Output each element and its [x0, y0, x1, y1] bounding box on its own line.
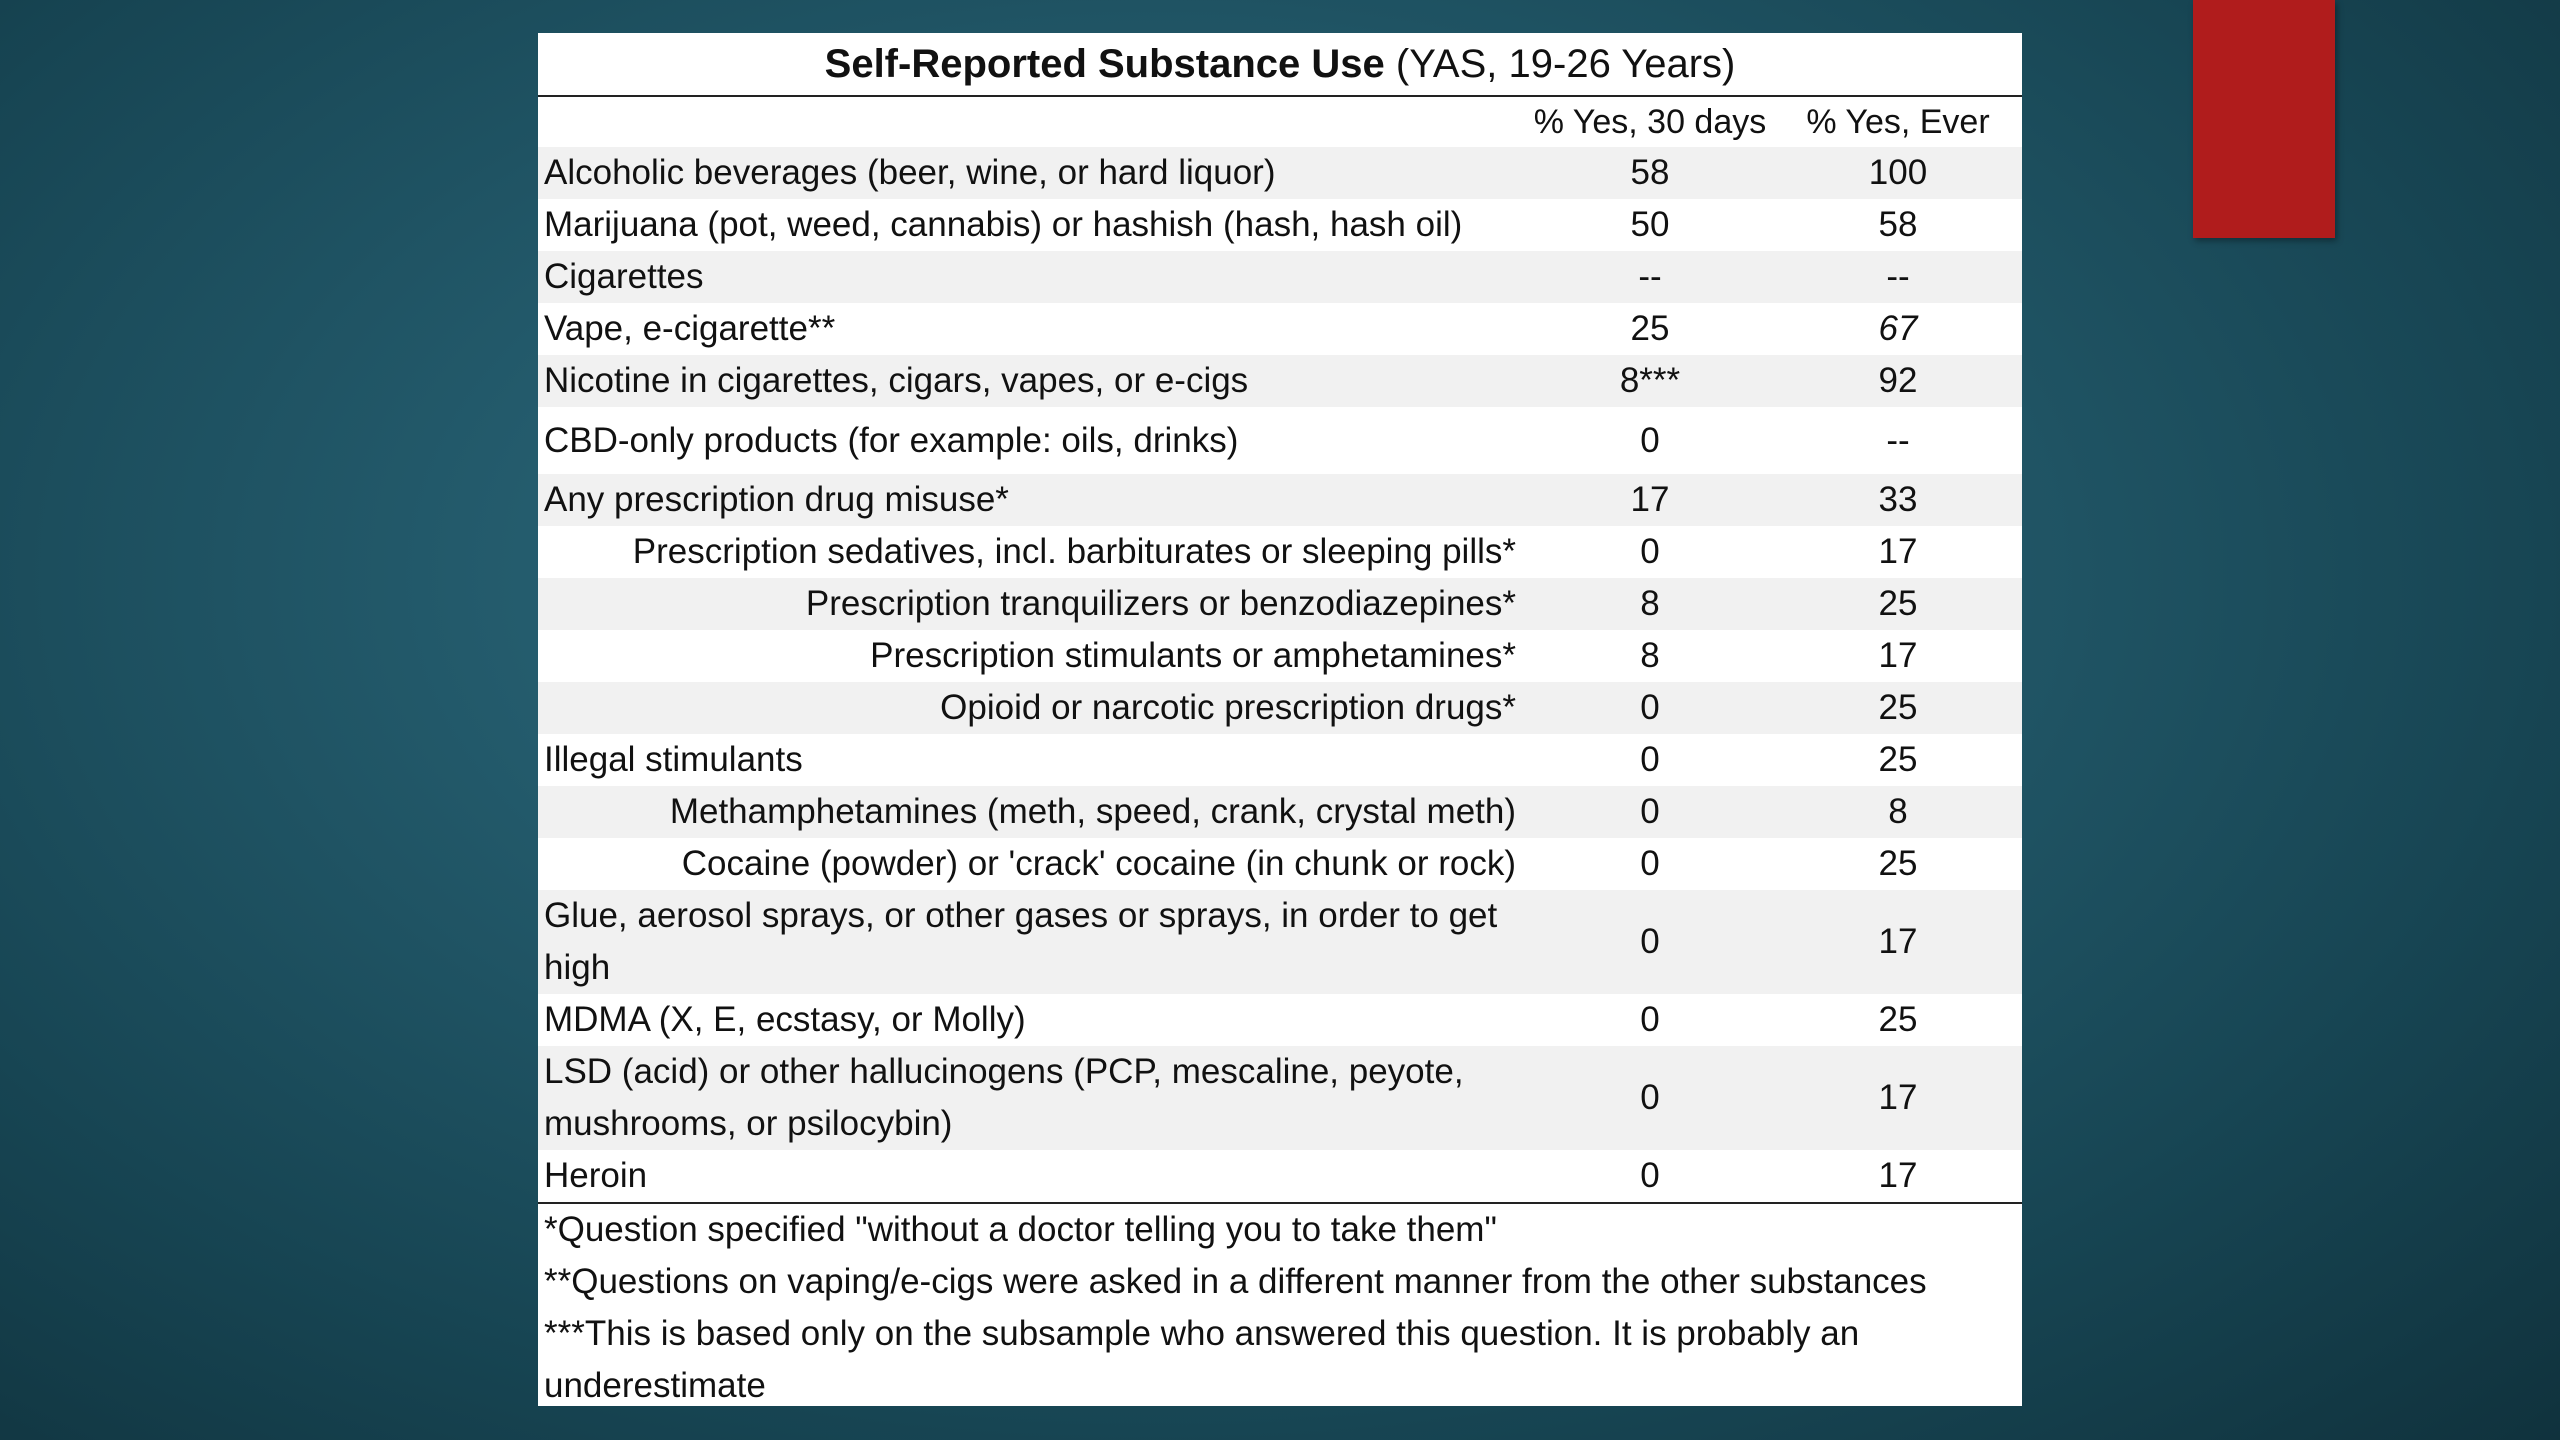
row-label: Nicotine in cigarettes, cigars, vapes, or e-cigs — [544, 361, 1249, 400]
footnote-3: ***This is based only on the subsample who answered this question. It is probably an underestimate — [544, 1314, 1860, 1405]
table-title — [538, 33, 2022, 97]
row-30-days: 8 — [1640, 584, 1660, 623]
row-ever: 92 — [1878, 361, 1918, 400]
table-row — [538, 994, 2022, 1046]
row-label: Prescription tranquilizers or benzodiazepines* — [805, 584, 1516, 623]
row-30-days: -- — [1638, 257, 1662, 296]
header-blank — [538, 97, 1526, 147]
row-ever: 17 — [1878, 1078, 1918, 1117]
table-title-rest: (YAS, 19-26 Years) — [1384, 41, 1736, 86]
row-label: Opioid or narcotic prescription drugs* — [940, 688, 1516, 727]
table-row — [538, 682, 2022, 734]
row-ever: 25 — [1878, 688, 1918, 727]
table-row — [538, 355, 2022, 407]
red-accent-bar — [2193, 0, 2335, 238]
row-ever: 25 — [1878, 844, 1918, 883]
row-ever: 17 — [1878, 922, 1918, 961]
table-row — [538, 786, 2022, 838]
row-ever: 67 — [1878, 309, 1918, 348]
row-label: Heroin — [544, 1156, 648, 1195]
row-ever: 25 — [1878, 1000, 1918, 1039]
row-label: Any prescription drug misuse* — [544, 480, 1009, 519]
row-30-days: 0 — [1640, 922, 1660, 961]
row-label: Methamphetamines (meth, speed, crank, crystal meth) — [669, 792, 1516, 831]
table-title-bold: Self-Reported Substance Use — [824, 41, 1385, 86]
row-30-days: 0 — [1640, 1078, 1660, 1117]
table-row — [538, 303, 2022, 355]
footnotes — [538, 1202, 2022, 1412]
row-30-days: 50 — [1630, 205, 1670, 244]
row-label: Prescription sedatives, incl. barbiturates or sleeping pills* — [632, 532, 1516, 571]
row-30-days: 58 — [1630, 153, 1670, 192]
header-ever: % Yes, Ever — [1806, 102, 1990, 141]
row-label: Glue, aerosol sprays, or other gases or sprays, in order to get high — [544, 896, 1498, 987]
row-30-days: 0 — [1640, 1000, 1660, 1039]
row-label: MDMA (X, E, ecstasy, or Molly) — [544, 1000, 1026, 1039]
row-ever: 17 — [1878, 636, 1918, 675]
table-row — [538, 251, 2022, 303]
row-30-days: 17 — [1630, 480, 1670, 519]
table-row — [538, 630, 2022, 682]
row-30-days: 25 — [1630, 309, 1670, 348]
row-30-days: 0 — [1640, 688, 1660, 727]
row-30-days: 0 — [1640, 420, 1660, 460]
row-ever: 25 — [1878, 584, 1918, 623]
table-row — [538, 578, 2022, 630]
row-30-days: 0 — [1640, 1156, 1660, 1195]
row-30-days: 8*** — [1619, 361, 1681, 400]
row-30-days: 8 — [1640, 636, 1660, 675]
table-row — [538, 199, 2022, 251]
row-ever: 25 — [1878, 740, 1918, 779]
row-ever: -- — [1886, 420, 1910, 460]
row-label: Marijuana (pot, weed, cannabis) or hashish (hash, hash oil) — [544, 205, 1463, 244]
row-label: Illegal stimulants — [544, 740, 803, 779]
row-ever: 58 — [1878, 205, 1918, 244]
footnote-1: *Question specified "without a doctor telling you to take them" — [544, 1210, 1497, 1249]
row-30-days: 0 — [1640, 792, 1660, 831]
row-label: Cocaine (powder) or 'crack' cocaine (in chunk or rock) — [681, 844, 1516, 883]
row-label: CBD-only products (for example: oils, drinks) — [544, 420, 1239, 460]
row-ever: 8 — [1888, 792, 1908, 831]
table-row — [538, 838, 2022, 890]
row-ever: 17 — [1878, 532, 1918, 571]
table-row — [538, 526, 2022, 578]
table-row — [538, 734, 2022, 786]
table-row — [538, 890, 2022, 994]
table-row — [538, 407, 2022, 474]
footnote-2: **Questions on vaping/e-cigs were asked in a different manner from the other substances — [544, 1262, 1927, 1301]
table-row — [538, 474, 2022, 526]
row-label: Prescription stimulants or amphetamines* — [870, 636, 1516, 675]
table-row — [538, 147, 2022, 199]
substance-use-table — [538, 33, 2022, 1406]
row-30-days: 0 — [1640, 740, 1660, 779]
row-30-days: 0 — [1640, 532, 1660, 571]
row-label: Cigarettes — [544, 257, 704, 296]
row-30-days: 0 — [1640, 844, 1660, 883]
row-ever: 100 — [1868, 153, 1928, 192]
table-row — [538, 1150, 2022, 1202]
row-ever: 33 — [1878, 480, 1918, 519]
row-ever: 17 — [1878, 1156, 1918, 1195]
row-label: Alcoholic beverages (beer, wine, or hard liquor) — [544, 153, 1276, 192]
row-ever: -- — [1886, 257, 1910, 296]
table-row — [538, 1046, 2022, 1150]
row-label: LSD (acid) or other hallucinogens (PCP, mescaline, peyote, mushrooms, or psilocybin) — [544, 1052, 1464, 1143]
row-label: Vape, e-cigarette** — [544, 309, 836, 348]
header-30-days: % Yes, 30 days — [1533, 102, 1767, 141]
column-header-row — [538, 97, 2022, 147]
